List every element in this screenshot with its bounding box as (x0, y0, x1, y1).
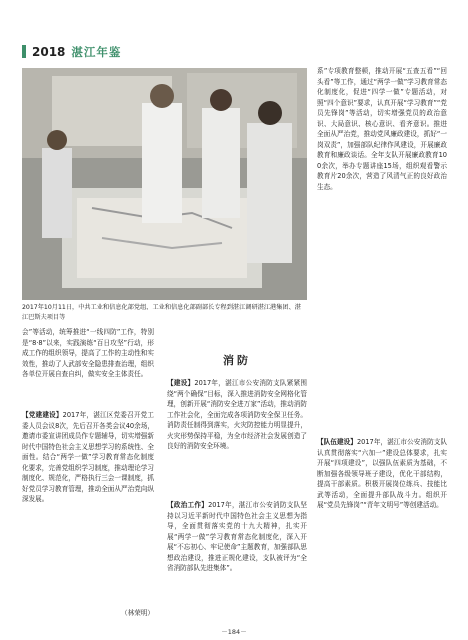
photo-illustration (22, 68, 307, 300)
running-header (22, 44, 121, 59)
section-label: 【政治工作】 (167, 501, 209, 509)
author-note: （林荣明） (121, 609, 154, 617)
intro-paragraph: 会”等活动，统筹推进“一线四防”工作，特别是“8·8”以来，实践演练“百日攻坚”行动，形成工作的组织领导，提高了工作的主动性和实效性，推动了人武部安全隐患排查治理，组织各单位开展自查自纠，做实安全主体责任。 (22, 328, 154, 378)
section-heading-fire: 消防 (223, 354, 251, 367)
header-year: 2018 (32, 44, 66, 59)
photo-caption: 2017年10月11日，中共工业和信息化部党组、工业和信息化部副部长专程到湛江调研湛江港集团、湛江巴斯夫项目等 (22, 304, 301, 321)
section-political-work (167, 500, 307, 574)
section-body: 2017年，湛江区党委召开党工委人员会议8次，先后召开各类会议40余场，邀请市委宣讲团成员作专题辅导，切实增强新时代中国特色社会主义思想学习的系统性、全面性。结合“两学一做”学习教育常态化制度化要求，完善党组织学习制度，推动理论学习制度化、规范化，严格执行三会一课制度，抓好党员学习教育管理，推动全面从严治党向纵深发展。 (22, 411, 155, 503)
section-label: 【建设】 (167, 379, 195, 387)
news-photo (22, 68, 307, 300)
section-team-building (317, 437, 447, 511)
header-title: 湛江年鉴 (71, 44, 122, 59)
section-label: 【队伍建设】 (317, 438, 357, 446)
section-fire-construction (167, 378, 307, 452)
section-label: 【党建建设】 (22, 411, 63, 419)
section-body: 2017年，湛江市公安消防支队坚持以习近平新时代中国特色社会主义思想为指导，全面贯彻落实党的十九大精神，扎实开展“两学一做”学习教育常态化制度化，深入开展“不忘初心、牢记使命”主题教育，加强部队思想政治建设，推进正规化建设，支队被评为“全省消防部队先进集体”。 (167, 501, 308, 572)
header-accent-bar (22, 45, 26, 58)
right-column-text: 系”专项教育整顿，推动开展“五查五看”“回头看”等工作，通过“两学一做”学习教育常态化制度化，促进“四学一做”专题活动，对照“四个意识”要求，认真开展“学习教育”“党员先锋岗”等活动，切实增强党员的政治意识、大局意识、核心意识、看齐意识。推进全面从严治党，推动党风廉政建设，抓好“一岗双责”，加强部队纪律作风建设，开展廉政教育和廉政谈话。全年支队开展廉政教育100余次，举办专题讲座15场，组织观看警示教育片20余次，营造了风清气正的良好政治生态。 (317, 67, 447, 191)
section-body: 2017年，湛江市公安消防支队认真贯彻落实“六加一”建设总体要求，扎实开展“四项建设”，以强队伍素质为基础，不断加强各级领导班子建设，优化干部结构，提高干部素质。积极开展岗位练兵、技能比武等活动，全面提升部队战斗力。组织开展“党员先锋岗”“青年文明号”等创建活动。 (317, 438, 448, 509)
section-body: 2017年，湛江市公安消防支队紧紧围绕“两个确保”目标，深入推进消防安全网格化管理，创新开展“消防安全进万家”活动，推动消防工作社会化，全面完成各项消防安全保卫任务。消防责任制得到落实，火灾防控能力明显提升，火灾形势保持平稳，为全市经济社会发展创造了良好的消防安全环境。 (167, 379, 308, 450)
page-number: －184－ (221, 628, 247, 636)
section-party-building (22, 410, 154, 505)
